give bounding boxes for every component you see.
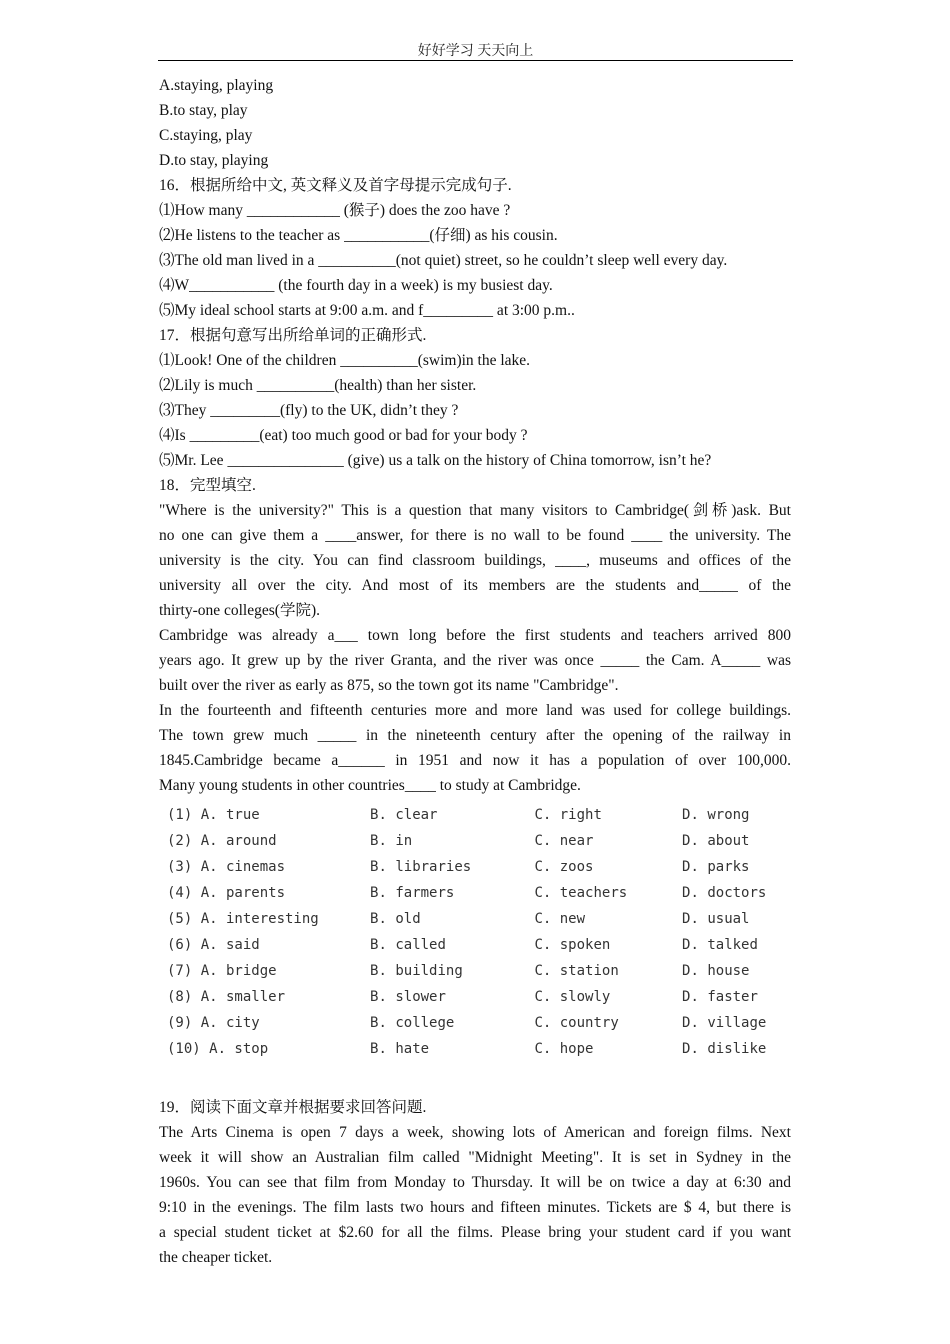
- option-d: D. dislike: [682, 1041, 767, 1057]
- option-b: B. college: [370, 1015, 455, 1031]
- q19-title: 19．阅读下面文章并根据要求回答问题.: [159, 1099, 427, 1116]
- option-c: C. station: [534, 963, 619, 979]
- q17-item: ⑵Lily is much __________(health) than her sister.: [159, 377, 477, 394]
- option-b: B. building: [370, 963, 463, 979]
- option-c: C. slowly: [534, 989, 611, 1005]
- q18-paragraph-line: university all over the city. And most of its members are the students and_____ of the: [159, 577, 791, 594]
- q17-item: ⑸Mr. Lee _______________ (give) us a talk on the history of China tomorrow, isn’t he?: [159, 452, 712, 469]
- option-a: (6) A. said: [167, 937, 260, 953]
- q18-options-table: [167, 802, 791, 1062]
- q18-paragraph-line: no one can give them a ____answer, for there is no wall to be found ____ the university. The: [159, 527, 791, 544]
- header-divider: [158, 60, 793, 61]
- option-row: [167, 828, 791, 854]
- q18-paragraph-line: built over the river as early as 875, so the town got its name "Cambridge".: [159, 677, 619, 694]
- option-a: (2) A. around: [167, 833, 277, 849]
- option-c: C. spoken: [534, 937, 611, 953]
- option-d: D. parks: [682, 859, 750, 875]
- option-row: [167, 932, 791, 958]
- option-b: B. clear: [370, 807, 438, 823]
- q16-title: 16．根据所给中文, 英文释义及首字母提示完成句子.: [159, 177, 512, 194]
- spacer: [159, 1062, 791, 1095]
- q17-item: ⑴Look! One of the children __________(swim)in the lake.: [159, 352, 531, 369]
- q16-item: ⑸My ideal school starts at 9:00 a.m. and f_________ at 3:00 p.m..: [159, 302, 575, 319]
- q17-item: ⑶They _________(fly) to the UK, didn’t they ?: [159, 402, 459, 419]
- q19-paragraph-line: the cheaper ticket.: [159, 1249, 273, 1266]
- option-b: B. called: [370, 937, 446, 953]
- option-c: C. hope: [534, 1041, 594, 1057]
- option-row: [167, 854, 791, 880]
- option-a: (4) A. parents: [167, 885, 286, 901]
- q15-option-b: B.to stay, play: [159, 102, 248, 119]
- q18-paragraph-line: The town grew much _____ in the nineteenth century after the opening of the railway in: [159, 727, 791, 744]
- option-a: (10) A. stop: [167, 1041, 269, 1057]
- option-a: (9) A. city: [167, 1015, 260, 1031]
- option-c: C. right: [534, 807, 602, 823]
- q15-option-a: A.staying, playing: [159, 77, 274, 94]
- option-row: [167, 802, 791, 828]
- option-a: (7) A. bridge: [167, 963, 277, 979]
- q15-option-c: C.staying, play: [159, 127, 253, 144]
- option-d: D. village: [682, 1015, 767, 1031]
- option-c: C. country: [534, 1015, 619, 1031]
- q18-paragraph-line: "Where is the university?" This is a question that many visitors to Cambridge(剑桥)ask. But: [159, 502, 791, 519]
- option-b: B. farmers: [370, 885, 455, 901]
- option-d: D. usual: [682, 911, 750, 927]
- option-b: B. libraries: [370, 859, 472, 875]
- option-d: D. house: [682, 963, 750, 979]
- option-row: [167, 984, 791, 1010]
- q19-paragraph-line: 1960s. You can see that film from Monday to Thursday. It will be on twice a day at 6:30 and: [159, 1174, 791, 1191]
- option-a: (3) A. cinemas: [167, 859, 286, 875]
- q19-paragraph-line: week it will show an Australian film called "Midnight Meeting". It is set in Sydney in the: [159, 1149, 791, 1166]
- option-a: (1) A. true: [167, 807, 260, 823]
- option-row: [167, 1036, 791, 1062]
- q15-option-d: D.to stay, playing: [159, 152, 269, 169]
- q16-item: ⑶The old man lived in a __________(not quiet) street, so he couldn’t sleep well every day.: [159, 252, 728, 269]
- option-c: C. new: [534, 911, 586, 927]
- q18-paragraph-line: In the fourteenth and fifteenth centuries more and more land was used for college buildings.: [159, 702, 791, 719]
- q18-paragraph-line: university is the city. You can find classroom buildings, ____, museums and offices of the: [159, 552, 791, 569]
- option-d: D. about: [682, 833, 750, 849]
- q16-item: ⑵He listens to the teacher as ___________(仔细) as his cousin.: [159, 227, 558, 244]
- q17-title: 17．根据句意写出所给单词的正确形式.: [159, 327, 427, 344]
- q19-paragraph-line: The Arts Cinema is open 7 days a week, showing lots of American and foreign films. Next: [159, 1124, 791, 1141]
- option-c: C. zoos: [534, 859, 594, 875]
- option-c: C. near: [534, 833, 594, 849]
- option-b: B. in: [370, 833, 413, 849]
- q19-paragraph-line: a special student ticket at $2.60 for all the films. Please bring your student card if you want: [159, 1224, 791, 1241]
- q17-item: ⑷Is _________(eat) too much good or bad for your body ?: [159, 427, 528, 444]
- option-a: (5) A. interesting: [167, 911, 319, 927]
- q18-paragraph-line: years ago. It grew up by the river Granta, and the river was once _____ the Cam. A_____ was: [159, 652, 791, 669]
- q18-title: 18．完型填空.: [159, 477, 256, 494]
- option-b: B. hate: [370, 1041, 430, 1057]
- option-d: D. faster: [682, 989, 758, 1005]
- option-row: [167, 906, 791, 932]
- option-a: (8) A. smaller: [167, 989, 286, 1005]
- page-header: 好好学习 天天向上: [417, 44, 534, 59]
- option-b: B. slower: [370, 989, 446, 1005]
- option-row: [167, 1010, 791, 1036]
- q19-paragraph-line: 9:10 in the evenings. The film lasts two hours and fifteen minutes. Tickets are $ 4, but there is: [159, 1199, 791, 1216]
- option-d: D. wrong: [682, 807, 750, 823]
- q18-paragraph-line: 1845.Cambridge became a______ in 1951 and now it has a population of over 100,000.: [159, 752, 791, 769]
- q18-paragraph-line: thirty-one colleges(学院).: [159, 602, 320, 619]
- document-body: [159, 73, 791, 1270]
- option-d: D. doctors: [682, 885, 767, 901]
- option-row: [167, 958, 791, 984]
- q16-item: ⑴How many ____________ (猴子) does the zoo have ?: [159, 202, 511, 219]
- option-b: B. old: [370, 911, 421, 927]
- option-c: C. teachers: [534, 885, 628, 901]
- option-d: D. talked: [682, 937, 758, 953]
- option-row: [167, 880, 791, 906]
- q18-paragraph-line: Cambridge was already a___ town long before the first students and teachers arrived 800: [159, 627, 791, 644]
- q18-paragraph-line: Many young students in other countries____ to study at Cambridge.: [159, 777, 581, 794]
- q16-item: ⑷W___________ (the fourth day in a week) is my busiest day.: [159, 277, 553, 294]
